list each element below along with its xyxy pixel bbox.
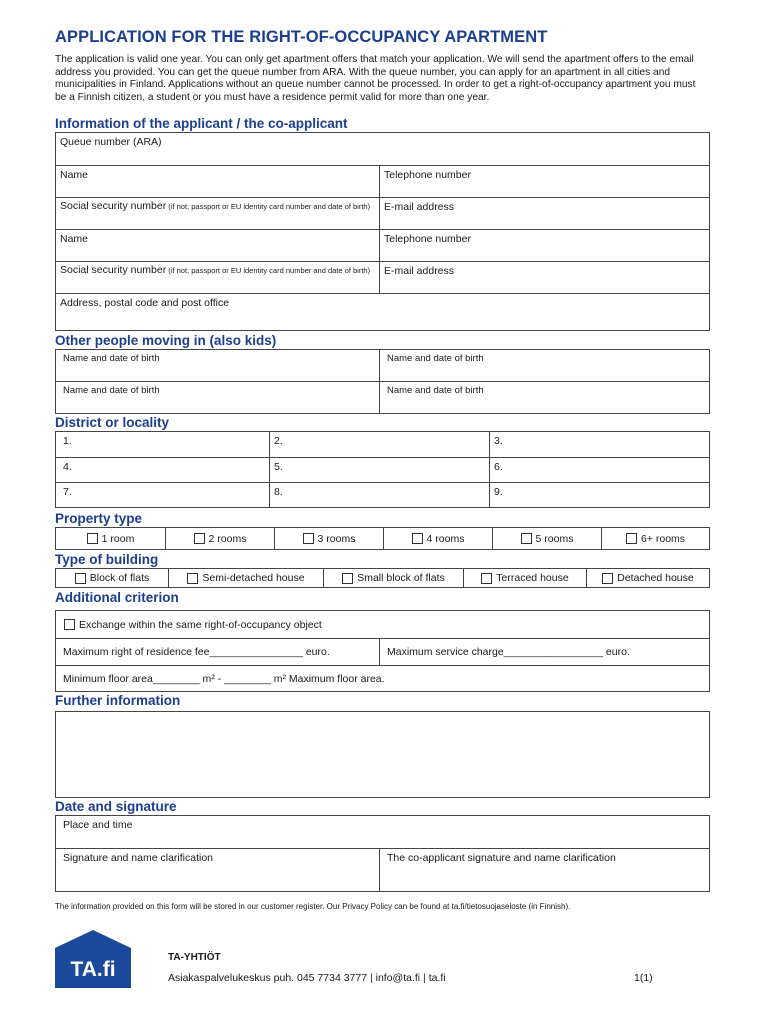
checkbox-icon[interactable] [75, 573, 86, 584]
email-field-1[interactable]: E-mail address [379, 198, 709, 229]
applicant-box [55, 132, 710, 331]
logo-text: TA.fi [70, 958, 116, 981]
ta-logo [55, 930, 131, 988]
other-person-4[interactable]: Name and date of birth [379, 382, 709, 413]
other-person-2[interactable]: Name and date of birth [379, 350, 709, 381]
district-field-6[interactable]: 6. [489, 458, 709, 482]
name-field-2[interactable]: Name [60, 233, 89, 246]
queue-number-field[interactable]: Queue number (ARA) [60, 136, 162, 149]
other-person-1[interactable]: Name and date of birth [63, 353, 160, 365]
name-field-1[interactable]: Name [60, 169, 89, 182]
property-option-1[interactable]: 1 room [56, 528, 165, 549]
place-time-field[interactable]: Place and time [63, 819, 133, 832]
checkbox-icon[interactable] [481, 573, 492, 584]
page-number: 1(1) [634, 972, 653, 984]
district-field-3[interactable]: 3. [489, 432, 709, 457]
building-option-5[interactable]: Detached house [586, 569, 709, 587]
ssn-field-2[interactable]: Social security number (if not; passport or EU identity card number and date of birth) [60, 264, 371, 277]
signature-box [55, 815, 710, 892]
signature-field[interactable]: Signature and name clarification [63, 852, 214, 865]
application-form [55, 28, 710, 911]
others-box [55, 349, 710, 414]
exchange-option[interactable]: Exchange within the same right-of-occupancy object [56, 611, 709, 638]
district-box [55, 431, 710, 508]
email-field-2[interactable]: E-mail address [379, 262, 709, 293]
building-option-3[interactable]: Small block of flats [323, 569, 463, 587]
max-charge-field[interactable]: Maximum service charge_________________ euro. [379, 639, 709, 665]
property-heading: Property type [55, 511, 143, 527]
telephone-field-2[interactable]: Telephone number [379, 230, 709, 261]
further-heading: Further information [55, 693, 181, 709]
intro-text: The application is valid one year. You can only get apartment offers that match your application. We will send the apartment offers to the email address you provided. You can get the queue number from ARA. With the queue number, you can apply for an apartment in all cities and municipalities in Finland. Applications without an queue number cannot be processed. In order to get a right-of-occupancy apartment you must be a Finnish citizen, a student or you must have a residence permit valid for more than one year. [55, 54, 696, 103]
district-field-4[interactable]: 4. [63, 461, 72, 474]
additional-box [55, 610, 710, 692]
district-field-7[interactable]: 7. [63, 486, 72, 499]
district-field-9[interactable]: 9. [489, 483, 709, 507]
checkbox-icon[interactable] [602, 573, 613, 584]
property-option-6[interactable]: 6+ rooms [601, 528, 709, 549]
building-heading: Type of building [55, 552, 159, 568]
building-option-2[interactable]: Semi-detached house [168, 569, 323, 587]
checkbox-icon[interactable] [521, 533, 532, 544]
checkbox-icon[interactable] [64, 619, 75, 630]
checkbox-icon[interactable] [87, 533, 98, 544]
checkbox-icon[interactable] [194, 533, 205, 544]
property-option-4[interactable]: 4 rooms [383, 528, 492, 549]
telephone-field-1[interactable]: Telephone number [379, 166, 709, 197]
address-field[interactable]: Address, postal code and post office [56, 293, 709, 330]
checkbox-icon[interactable] [626, 533, 637, 544]
district-field-2[interactable]: 2. [269, 432, 489, 457]
checkbox-icon[interactable] [342, 573, 353, 584]
co-signature-field[interactable]: The co-applicant signature and name clarification [379, 849, 709, 891]
property-option-3[interactable]: 3 rooms [274, 528, 383, 549]
property-option-2[interactable]: 2 rooms [165, 528, 274, 549]
further-info-field[interactable] [55, 711, 710, 798]
floor-area-field[interactable]: Minimum floor area________ m² - ________ m² Maximum floor area. [56, 665, 709, 691]
other-person-3[interactable]: Name and date of birth [63, 385, 160, 397]
district-field-1[interactable]: 1. [63, 435, 72, 448]
contact-info: Asiakaspalvelukeskus puh. 045 7734 3777 | info@ta.fi | ta.fi [168, 972, 446, 984]
building-options [55, 568, 710, 588]
checkbox-icon[interactable] [412, 533, 423, 544]
checkbox-icon[interactable] [303, 533, 314, 544]
ssn-field-1[interactable]: Social security number (if not; passport or EU identity card number and date of birth) [60, 200, 371, 213]
building-option-1[interactable]: Block of flats [56, 569, 168, 587]
applicant-heading: Information of the applicant / the co-applicant [55, 116, 348, 132]
district-field-8[interactable]: 8. [269, 483, 489, 507]
property-option-5[interactable]: 5 rooms [492, 528, 601, 549]
max-fee-field[interactable]: Maximum right of residence fee________________ euro. [63, 646, 330, 659]
privacy-note: The information provided on this form will be stored in our customer register. Our Privacy Policy can be found at ta.fi/tietosuojaseloste (in Finnish). [55, 902, 571, 912]
company-name: TA-YHTIÖT [168, 952, 221, 963]
district-heading: District or locality [55, 415, 170, 431]
additional-heading: Additional criterion [55, 590, 179, 606]
page-title: APPLICATION FOR THE RIGHT-OF-OCCUPANCY APARTMENT [55, 28, 548, 46]
property-options [55, 527, 710, 550]
signature-heading: Date and signature [55, 799, 177, 815]
others-heading: Other people moving in (also kids) [55, 333, 277, 349]
building-option-4[interactable]: Terraced house [463, 569, 586, 587]
district-field-5[interactable]: 5. [269, 458, 489, 482]
checkbox-icon[interactable] [187, 573, 198, 584]
